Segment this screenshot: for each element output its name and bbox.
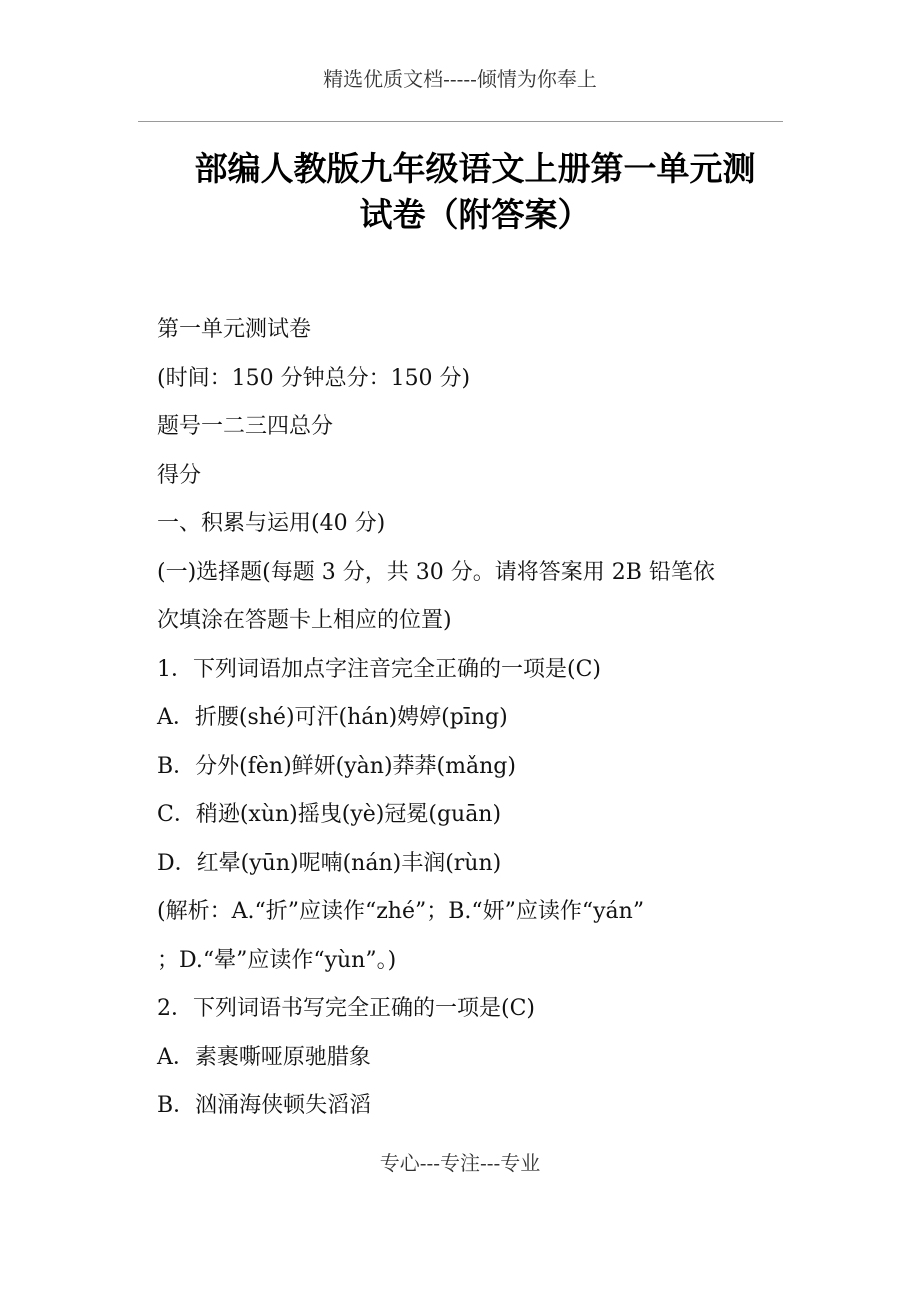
question-2-option-b: B．汹涌海侠顿失滔滔 — [157, 1093, 372, 1118]
choice-instructions-line-1: (一)选择题(每题 3 分，共 30 分。请将答案用 2B 铅笔依 — [157, 559, 715, 585]
question-2-option-a: A．素裹嘶哑原驰腊象 — [157, 1044, 371, 1070]
question-1-option-a: A．折腰(shé)可汗(hán)娉婷(pīng) — [157, 705, 508, 730]
question-1-analysis-line-2: ；D.“晕”应读作“yùn”。) — [157, 947, 397, 973]
page-footer: 专心---专注---专业 — [379, 1151, 541, 1175]
document-body — [157, 306, 807, 1131]
document-title — [150, 146, 800, 238]
title-line-1: 部编人教版九年级语文上册第一单元测 — [194, 149, 756, 188]
question-1: 1．下列词语加点字注音完全正确的一项是(C) — [157, 656, 601, 682]
page-header: 精选优质文档-----倾情为你奉上 — [323, 67, 597, 91]
choice-instructions-line-2: 次填涂在答题卡上相应的位置) — [157, 608, 452, 633]
score-table-header: 题号一二三四总分 — [157, 414, 334, 439]
time-and-score-info: (时间：150 分钟总分：150 分) — [157, 365, 471, 391]
question-1-option-b: B．分外(fèn)鲜妍(yàn)莽莽(mǎng) — [157, 753, 516, 779]
title-line-2: 试卷（附答案） — [359, 195, 591, 234]
question-1-option-c: C．稍逊(xùn)摇曳(yè)冠冕(guān) — [157, 802, 502, 827]
score-table-row-label: 得分 — [157, 462, 202, 488]
part-one-heading: 一、积累与运用(40 分) — [157, 511, 386, 536]
section-heading: 第一单元测试卷 — [157, 317, 312, 342]
header-divider — [138, 121, 783, 122]
question-1-analysis-line-1: (解析：A.“折”应读作“zhé”；B.“妍”应读作“yán” — [157, 899, 645, 924]
question-2: 2．下列词语书写完全正确的一项是(C) — [157, 996, 535, 1021]
question-1-option-d: D．红晕(yūn)呢喃(nán)丰润(rùn) — [157, 850, 502, 876]
